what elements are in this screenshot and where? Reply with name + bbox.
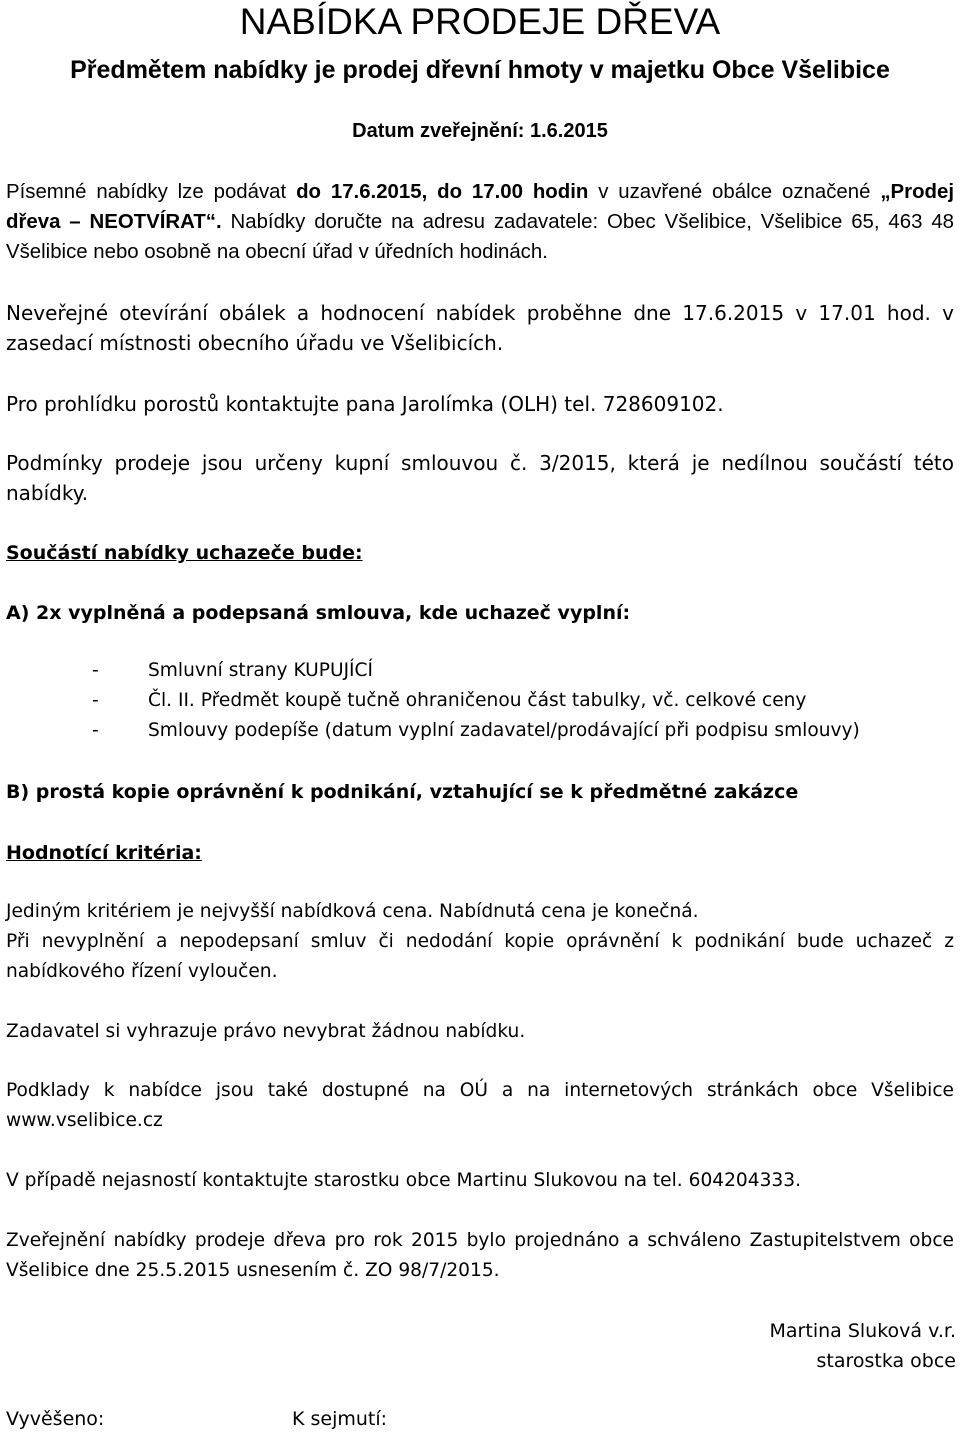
item-a-list	[92, 656, 920, 746]
page-title: NABÍDKA PRODEJE DŘEVA	[239, 1, 721, 42]
posted-label: Vyvěšeno:	[6, 1408, 105, 1430]
submission-text-c: v uzavřené obálce označené	[588, 181, 881, 203]
publication-date: Datum zveřejnění: 1.6.2015	[352, 120, 608, 142]
signer-role: starostka obce	[816, 1350, 956, 1372]
inspection-paragraph: Pro prohlídku porostů kontaktujte pana Jarolímka (OLH) tel. 728609102.	[6, 392, 724, 416]
page-subtitle: Předmětem nabídky je prodej dřevní hmoty v majetku Obce Všelibice	[70, 56, 890, 84]
signer-name: Martina Sluková v.r.	[769, 1320, 956, 1342]
list-item: - Smluvní strany KUPUJÍCÍ	[92, 656, 920, 686]
criteria-heading: Hodnotící kritéria:	[6, 842, 202, 864]
reservation-paragraph: Zadavatel si vyhrazuje právo nevybrat žádnou nabídku.	[6, 1021, 526, 1042]
submission-text-e: Nabídky doručte na adresu zadavatele: Obec Všelibice, Všelibice 65, 463 48 Všelibice nebo osobně na obecní úřad v úředních hodinách.	[6, 211, 954, 263]
conditions-paragraph: Podmínky prodeje jsou určeny kupní smlouvou č. 3/2015, která je nedílnou součástí této nabídky.	[6, 451, 954, 505]
approval-paragraph: Zveřejnění nabídky prodeje dřeva pro rok 2015 bylo projednáno a schváleno Zastupitelstvem obce Všelibice dne 25.5.2015 usnesením č. ZO 98/7/2015.	[6, 1230, 954, 1281]
bid-contents-heading: Součástí nabídky uchazeče bude:	[6, 542, 363, 564]
signature-block	[770, 1316, 956, 1376]
opening-paragraph: Neveřejné otevírání obálek a hodnocení nabídek proběhne dne 17.6.2015 v 17.01 hod. v zasedací místnosti obecního úřadu ve Všelibicích.	[6, 301, 954, 355]
submission-text-a: Písemné nabídky lze podávat	[6, 181, 297, 203]
envelope-label: „Prodej dřeva – NEOTVÍRAT“.	[6, 181, 954, 233]
submission-paragraph	[6, 177, 954, 267]
criteria-line-2: Při nevyplnění a nepodepsaní smluv či nedodání kopie oprávnění k podnikání bude uchazeč z nabídkového řízení vyloučen.	[6, 931, 954, 982]
documents-paragraph: Podklady k nabídce jsou také dostupné na OÚ a na internetových stránkách obce Všelibice www.vselibice.cz	[6, 1080, 954, 1131]
criteria-line-1: Jediným kritériem je nejvyšší nabídková cena. Nabídnutá cena je konečná.	[6, 901, 699, 922]
submission-deadline: do 17.6.2015, do 17.00 hodin	[296, 181, 589, 203]
contact-paragraph: V případě nejasností kontaktujte starostku obce Martinu Slukovou na tel. 604204333.	[6, 1170, 801, 1191]
item-b: B) prostá kopie oprávnění k podnikání, vztahující se k předmětné zakázce	[6, 781, 799, 803]
list-item: - Smlouvy podepíše (datum vyplní zadavatel/prodávající při podpisu smlouvy)	[92, 716, 920, 746]
removed-label: K sejmutí:	[292, 1408, 388, 1430]
list-item: - Čl. II. Předmět koupě tučně ohraničenou část tabulky, vč. celkové ceny	[92, 686, 920, 716]
item-a: A) 2x vyplněná a podepsaná smlouva, kde uchazeč vyplní:	[6, 602, 631, 624]
